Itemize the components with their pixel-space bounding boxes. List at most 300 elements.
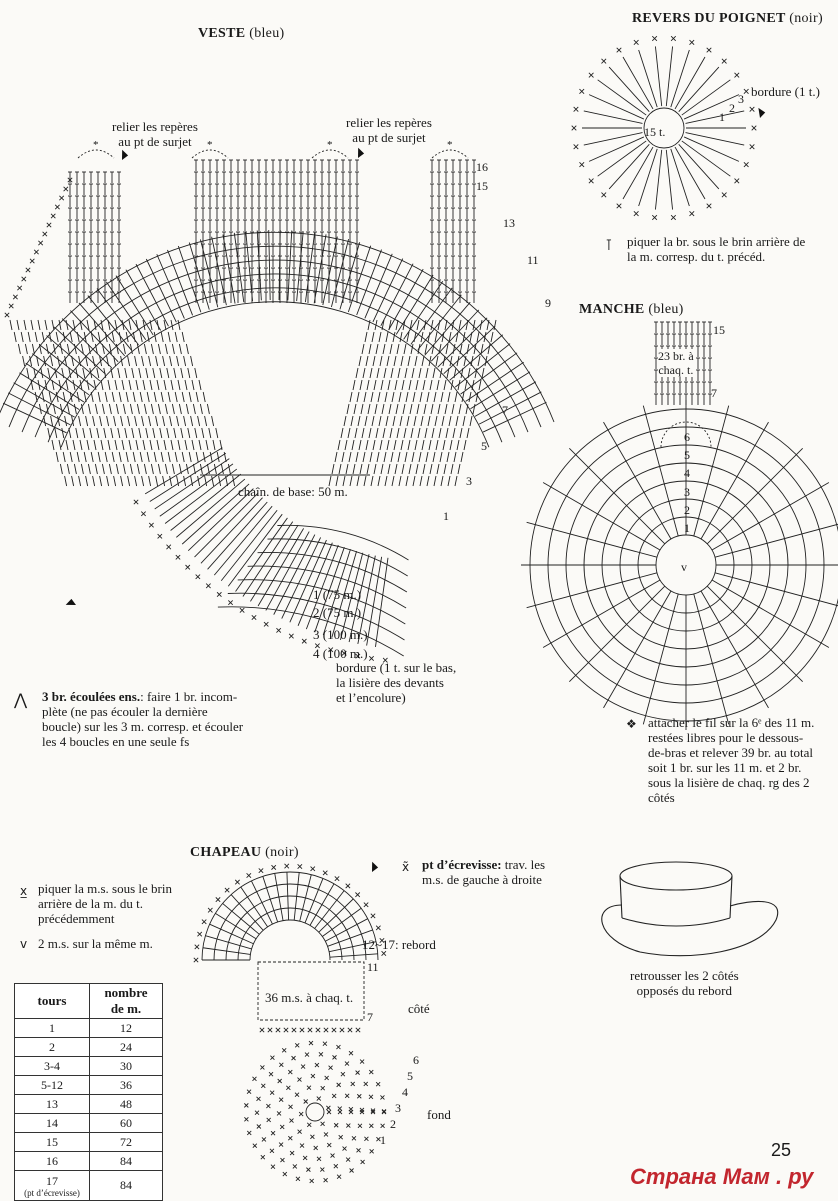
dc-stitch bbox=[74, 344, 76, 354]
dc-stitch bbox=[359, 356, 361, 366]
veste-bottom-row-4: 4 (100 m.) bbox=[313, 646, 368, 661]
dc-stitch bbox=[65, 416, 67, 426]
dc-stitch bbox=[80, 440, 82, 450]
dc-stitch bbox=[386, 416, 388, 426]
dc-stitch bbox=[369, 428, 371, 438]
chapeau-title bbox=[190, 845, 299, 861]
dc-stitch bbox=[453, 428, 455, 438]
veste-row-5: 5 bbox=[481, 439, 487, 453]
dc-stitch bbox=[445, 320, 447, 330]
dc-stitch bbox=[319, 899, 354, 932]
dc-stitch bbox=[119, 392, 121, 402]
manche-color: (bleu) bbox=[648, 302, 684, 317]
dc-stitch bbox=[168, 452, 170, 462]
dc-stitch bbox=[367, 464, 369, 474]
dc-stitch bbox=[191, 356, 193, 366]
table-cell: 30 bbox=[90, 1057, 163, 1076]
veste-row-13: 13 bbox=[503, 216, 515, 230]
dc-stitch bbox=[182, 452, 184, 462]
dc-stitch bbox=[398, 368, 400, 378]
dc-stitch bbox=[391, 452, 393, 462]
dc-stitch bbox=[430, 380, 432, 390]
dc-stitch bbox=[192, 440, 194, 450]
dc-stitch bbox=[18, 344, 20, 354]
join-marker: * bbox=[207, 139, 213, 151]
dc-stitch bbox=[165, 404, 167, 414]
dc-stitch bbox=[400, 416, 402, 426]
dc-stitch bbox=[371, 476, 373, 486]
dc-stitch bbox=[436, 356, 438, 366]
dc-stitch bbox=[411, 428, 413, 438]
table-cell: 48 bbox=[90, 1095, 163, 1114]
dc-stitch bbox=[604, 591, 672, 708]
veste-row-3: 3 bbox=[466, 474, 472, 488]
dc-stitch bbox=[444, 464, 446, 474]
dc-stitch bbox=[342, 452, 344, 462]
dc-stitch bbox=[28, 332, 30, 342]
revers-title-text: REVERS DU POIGNET bbox=[632, 11, 786, 26]
dc-stitch bbox=[394, 356, 396, 366]
dc-stitch bbox=[335, 452, 337, 462]
dc-stitch bbox=[458, 464, 460, 474]
yoke-row bbox=[61, 302, 489, 447]
dc-stitch bbox=[707, 448, 802, 543]
veste-join-note-left: relier les repères au pt de surjet bbox=[112, 119, 198, 149]
dc-stitch bbox=[470, 416, 472, 426]
dc-stitch bbox=[251, 881, 272, 924]
dc-stitch bbox=[450, 440, 452, 450]
dc-stitch bbox=[178, 320, 180, 330]
table-cell: 84 bbox=[90, 1171, 163, 1201]
dc-stitch bbox=[35, 392, 37, 402]
dc-stitch bbox=[137, 464, 139, 474]
dc-stitch bbox=[456, 416, 458, 426]
dc-stitch bbox=[436, 440, 438, 450]
dc-stitch bbox=[62, 428, 64, 438]
dc-stitch bbox=[49, 392, 51, 402]
dc-stitch bbox=[66, 380, 68, 390]
dc-stitch bbox=[156, 356, 158, 366]
dc-stitch bbox=[431, 320, 433, 330]
dc-stitch bbox=[219, 476, 221, 486]
dc-stitch bbox=[459, 320, 461, 330]
dc-stitch bbox=[56, 452, 58, 462]
dc-stitch bbox=[402, 464, 404, 474]
dc-stitch bbox=[153, 368, 155, 378]
chapeau-row-4: 4 bbox=[402, 1085, 408, 1099]
dc-stitch bbox=[108, 440, 110, 450]
dc-stitch bbox=[186, 344, 188, 354]
dc-stitch bbox=[163, 476, 165, 486]
veste-base-chain: chaîn. de base: 50 m. bbox=[238, 484, 348, 499]
dc-stitch bbox=[83, 368, 85, 378]
dc-stitch bbox=[425, 428, 427, 438]
table-row bbox=[15, 1076, 163, 1095]
dc-stitch bbox=[527, 573, 657, 608]
dc-stitch bbox=[44, 416, 46, 426]
dc-stitch bbox=[128, 356, 130, 366]
dc-stitch bbox=[128, 416, 130, 426]
dc-stitch bbox=[370, 368, 372, 378]
dc-stitch bbox=[423, 380, 425, 390]
manche-row-4: 4 bbox=[684, 466, 690, 480]
dc-stitch bbox=[406, 476, 408, 486]
dc-stitch bbox=[157, 380, 159, 390]
dc-stitch bbox=[408, 440, 410, 450]
dc-stitch bbox=[479, 380, 481, 390]
chapeau-cote: côté bbox=[408, 1001, 430, 1016]
dc-stitch bbox=[203, 392, 205, 402]
table-last-note: (pt d’écrevisse) bbox=[24, 1187, 80, 1198]
dc-stitch bbox=[363, 368, 365, 378]
dc-stitch bbox=[77, 332, 79, 342]
dc-stitch bbox=[452, 404, 454, 414]
dc-stitch bbox=[69, 428, 71, 438]
dc-stitch bbox=[95, 464, 97, 474]
dc-stitch bbox=[182, 332, 184, 342]
revers-color: (noir) bbox=[789, 11, 823, 26]
dc-stitch bbox=[684, 137, 739, 161]
veste-row-1: 1 bbox=[443, 509, 449, 523]
dc-stitch bbox=[146, 368, 148, 378]
veste-legend bbox=[42, 689, 282, 749]
back-loop-dc-symbol: ⊺ bbox=[605, 236, 613, 254]
dc-stitch bbox=[429, 440, 431, 450]
dc-stitch bbox=[115, 440, 117, 450]
dc-stitch bbox=[112, 452, 114, 462]
dc-stitch bbox=[123, 344, 125, 354]
dc-stitch bbox=[107, 476, 109, 486]
dc-stitch bbox=[404, 428, 406, 438]
dc-stitch bbox=[339, 464, 341, 474]
dc-stitch bbox=[305, 878, 323, 923]
dc-stitch bbox=[433, 452, 435, 462]
dc-stitch bbox=[399, 476, 401, 486]
dc-stitch bbox=[430, 464, 432, 474]
dc-stitch bbox=[441, 392, 443, 402]
dc-stitch bbox=[390, 428, 392, 438]
table-cell: 13 bbox=[15, 1095, 90, 1114]
dc-stitch bbox=[90, 428, 92, 438]
dc-stitch bbox=[400, 332, 402, 342]
skirt-row bbox=[267, 539, 407, 576]
dc-stitch bbox=[88, 404, 90, 414]
veste-diagram bbox=[0, 139, 554, 662]
dc-stitch bbox=[67, 344, 69, 354]
dc-stitch bbox=[122, 440, 124, 450]
dc-stitch bbox=[417, 320, 419, 330]
dc-stitch bbox=[165, 344, 167, 354]
dc-stitch bbox=[196, 392, 198, 402]
table-row bbox=[15, 1171, 163, 1201]
dc-stitch bbox=[25, 344, 27, 354]
dc-stitch bbox=[170, 356, 172, 366]
dc-stitch bbox=[144, 344, 146, 354]
dc-stitch bbox=[186, 404, 188, 414]
dc-stitch bbox=[393, 416, 395, 426]
dc-stitch bbox=[154, 452, 156, 462]
table-cell: 24 bbox=[90, 1038, 163, 1057]
revers-row-2: 2 bbox=[729, 101, 735, 115]
dc-stitch bbox=[671, 149, 690, 206]
manche-center-label: v bbox=[681, 560, 687, 574]
dc-stitch bbox=[715, 522, 838, 557]
dc-stitch bbox=[432, 428, 434, 438]
dc-stitch bbox=[114, 476, 116, 486]
dc-stitch bbox=[323, 237, 338, 305]
dc-stitch bbox=[387, 356, 389, 366]
dc-stitch bbox=[93, 416, 95, 426]
dc-stitch bbox=[151, 404, 153, 414]
dc-stitch bbox=[157, 440, 159, 450]
dc-stitch bbox=[421, 416, 423, 426]
dc-stitch bbox=[527, 522, 657, 557]
chapeau-row-2: 2 bbox=[390, 1117, 396, 1131]
dc-stitch bbox=[70, 452, 72, 462]
dc-stitch bbox=[332, 464, 334, 474]
dc-stitch bbox=[584, 133, 643, 145]
dc-stitch bbox=[356, 368, 358, 378]
dc-stitch bbox=[437, 380, 439, 390]
dc-stitch bbox=[415, 440, 417, 450]
dc-stitch bbox=[177, 416, 179, 426]
table-header-nombre: nombre de m. bbox=[90, 984, 163, 1019]
dc-stitch bbox=[143, 440, 145, 450]
dc-stitch bbox=[300, 875, 312, 922]
chapeau-fond: fond bbox=[427, 1107, 451, 1122]
dc-stitch bbox=[44, 356, 46, 366]
dc-stitch bbox=[216, 428, 218, 438]
dc-stitch bbox=[396, 404, 398, 414]
dc-stitch bbox=[589, 95, 644, 119]
dc-stitch bbox=[381, 380, 383, 390]
table-header-row bbox=[15, 984, 163, 1019]
dc-stitch bbox=[91, 452, 93, 462]
chapeau-row-7: 7 bbox=[367, 1010, 373, 1024]
manche-row-5: 5 bbox=[684, 448, 690, 462]
dc-stitch bbox=[160, 428, 162, 438]
dc-stitch bbox=[65, 476, 67, 486]
veste-border-note: bordure (1 t. sur le bas, la lisière des devants et l’encolure) bbox=[336, 660, 457, 705]
table-cell: 60 bbox=[90, 1114, 163, 1133]
dc-stitch bbox=[362, 344, 364, 354]
dc-stitch bbox=[158, 404, 160, 414]
dc-stitch bbox=[153, 428, 155, 438]
dc-stitch bbox=[130, 404, 132, 414]
dc-stitch bbox=[437, 464, 439, 474]
dc-stitch bbox=[177, 356, 179, 366]
manche-row-2: 2 bbox=[684, 503, 690, 517]
dc-stitch bbox=[423, 464, 425, 474]
dc-stitch bbox=[389, 320, 391, 330]
dc-stitch bbox=[348, 428, 350, 438]
dc-stitch bbox=[168, 392, 170, 402]
dc-stitch bbox=[589, 137, 644, 161]
dc-stitch bbox=[129, 380, 131, 390]
ecrevisse-bold: pt d’écrevisse: bbox=[422, 857, 502, 872]
dc-stitch bbox=[156, 476, 158, 486]
dc-stitch bbox=[440, 452, 442, 462]
dc-stitch bbox=[389, 404, 391, 414]
dc-stitch bbox=[451, 464, 453, 474]
dc-stitch bbox=[354, 404, 356, 414]
dc-stitch bbox=[266, 532, 309, 611]
dc-stitch bbox=[172, 344, 174, 354]
dc-stitch bbox=[179, 344, 181, 354]
dc-stitch bbox=[112, 332, 114, 342]
dc-stitch bbox=[450, 356, 452, 366]
dc-stitch bbox=[116, 464, 118, 474]
dc-stitch bbox=[380, 356, 382, 366]
dc-stitch bbox=[175, 452, 177, 462]
dc-stitch bbox=[410, 404, 412, 414]
dc-stitch bbox=[666, 46, 672, 106]
revers-legend: piquer la br. sous le brin arrière de la m. corresp. du t. précéd. bbox=[627, 234, 806, 264]
chapeau-row-3: 3 bbox=[395, 1101, 401, 1115]
dc-stitch bbox=[643, 594, 678, 724]
dc-stitch bbox=[70, 332, 72, 342]
start-arrow bbox=[755, 108, 766, 119]
dc-stitch bbox=[413, 392, 415, 402]
dc-stitch bbox=[17, 320, 19, 330]
dc-stitch bbox=[104, 428, 106, 438]
dc-stitch bbox=[477, 332, 479, 342]
dc-stitch bbox=[79, 303, 125, 356]
veste-bottom-row-2: 2 (75 m.) bbox=[313, 605, 362, 620]
dc-stitch bbox=[140, 392, 142, 402]
dc-stitch bbox=[24, 320, 26, 330]
dc-stitch bbox=[195, 493, 258, 557]
dc-stitch bbox=[10, 320, 12, 330]
dc-stitch bbox=[365, 416, 367, 426]
dc-stitch bbox=[435, 416, 437, 426]
table-cell bbox=[15, 1171, 90, 1201]
dc-stitch bbox=[182, 392, 184, 402]
dc-stitch bbox=[288, 230, 292, 300]
revers-center-label: 15 t. bbox=[644, 125, 666, 139]
dc-stitch bbox=[412, 452, 414, 462]
dc-stitch bbox=[156, 416, 158, 426]
dc-stitch bbox=[164, 440, 166, 450]
yoke-row bbox=[35, 274, 515, 437]
dc-stitch bbox=[392, 476, 394, 486]
veste-title bbox=[198, 26, 284, 42]
dc-stitch bbox=[463, 416, 465, 426]
dc-stitch bbox=[95, 404, 97, 414]
dc-stitch bbox=[157, 254, 185, 318]
dc-stitch bbox=[405, 452, 407, 462]
dc-stitch bbox=[56, 332, 58, 342]
dc-stitch bbox=[655, 150, 661, 210]
dc-stitch bbox=[407, 416, 409, 426]
dc-stitch bbox=[137, 404, 139, 414]
dc-stitch bbox=[212, 416, 214, 426]
dc-stitch bbox=[609, 67, 649, 112]
dc-stitch bbox=[372, 416, 374, 426]
dc-stitch bbox=[454, 368, 456, 378]
dc-stitch bbox=[442, 416, 444, 426]
dc-stitch bbox=[198, 476, 200, 486]
dc-stitch bbox=[51, 356, 53, 366]
dc-stitch bbox=[473, 404, 475, 414]
dc-stitch bbox=[129, 320, 131, 330]
dc-stitch bbox=[443, 356, 445, 366]
table-cell: 1 bbox=[15, 1019, 90, 1038]
dc-stitch bbox=[406, 392, 408, 402]
dc-stitch bbox=[116, 404, 118, 414]
dc-stitch bbox=[196, 452, 198, 462]
chapeau-rebord: 12~17: rebord bbox=[362, 937, 436, 952]
dc-stitch bbox=[420, 476, 422, 486]
dc-stitch bbox=[171, 320, 173, 330]
dc-stitch bbox=[126, 452, 128, 462]
dc-stitch bbox=[185, 440, 187, 450]
two-ms-legend: 2 m.s. sur la même m. bbox=[38, 936, 153, 951]
dc-stitch bbox=[184, 416, 186, 426]
revers-diagram bbox=[572, 36, 766, 220]
dc-stitch bbox=[382, 404, 384, 414]
skirt-row bbox=[277, 525, 408, 560]
dc-stitch bbox=[443, 440, 445, 450]
dc-stitch bbox=[482, 368, 484, 378]
dc-stitch bbox=[409, 464, 411, 474]
dc-stitch bbox=[87, 440, 89, 450]
dc-stitch bbox=[199, 440, 201, 450]
watermark-logo: Страна Мам . ру bbox=[630, 1164, 814, 1189]
dc-stitch bbox=[42, 392, 44, 402]
dc-stitch bbox=[366, 356, 368, 366]
dc-stitch bbox=[59, 440, 61, 450]
join-marker: * bbox=[447, 139, 453, 151]
dc-stitch bbox=[161, 452, 163, 462]
dc-stitch bbox=[97, 368, 99, 378]
dc-stitch bbox=[380, 440, 382, 450]
dc-stitch bbox=[246, 231, 253, 301]
dc-stitch bbox=[133, 332, 135, 342]
dc-stitch bbox=[469, 392, 471, 402]
dc-stitch bbox=[384, 368, 386, 378]
dc-stitch bbox=[376, 428, 378, 438]
dc-stitch bbox=[144, 404, 146, 414]
dc-stitch bbox=[112, 392, 114, 402]
dc-stitch bbox=[431, 404, 433, 414]
dc-stitch bbox=[111, 428, 113, 438]
dc-stitch bbox=[118, 368, 120, 378]
dc-stitch bbox=[466, 320, 468, 330]
join-marker: * bbox=[93, 139, 99, 151]
dc-stitch bbox=[151, 344, 153, 354]
dc-stitch bbox=[427, 392, 429, 402]
dc-stitch bbox=[455, 392, 457, 402]
hat-top bbox=[620, 862, 732, 890]
crown-center bbox=[306, 1103, 324, 1121]
dc-stitch bbox=[165, 464, 167, 474]
dc-stitch bbox=[362, 428, 364, 438]
dc-stitch bbox=[461, 452, 463, 462]
dc-stitch bbox=[454, 452, 456, 462]
dc-stitch bbox=[473, 320, 475, 330]
hat-band bbox=[622, 918, 730, 926]
dc-stitch bbox=[200, 404, 202, 414]
dc-stitch bbox=[100, 476, 102, 486]
dc-stitch bbox=[142, 476, 144, 486]
dc-stitch bbox=[77, 452, 79, 462]
dc-stitch bbox=[179, 404, 181, 414]
dc-stitch bbox=[375, 404, 377, 414]
dc-stitch bbox=[108, 380, 110, 390]
dc-stitch bbox=[655, 46, 661, 106]
dc-stitch bbox=[449, 416, 451, 426]
